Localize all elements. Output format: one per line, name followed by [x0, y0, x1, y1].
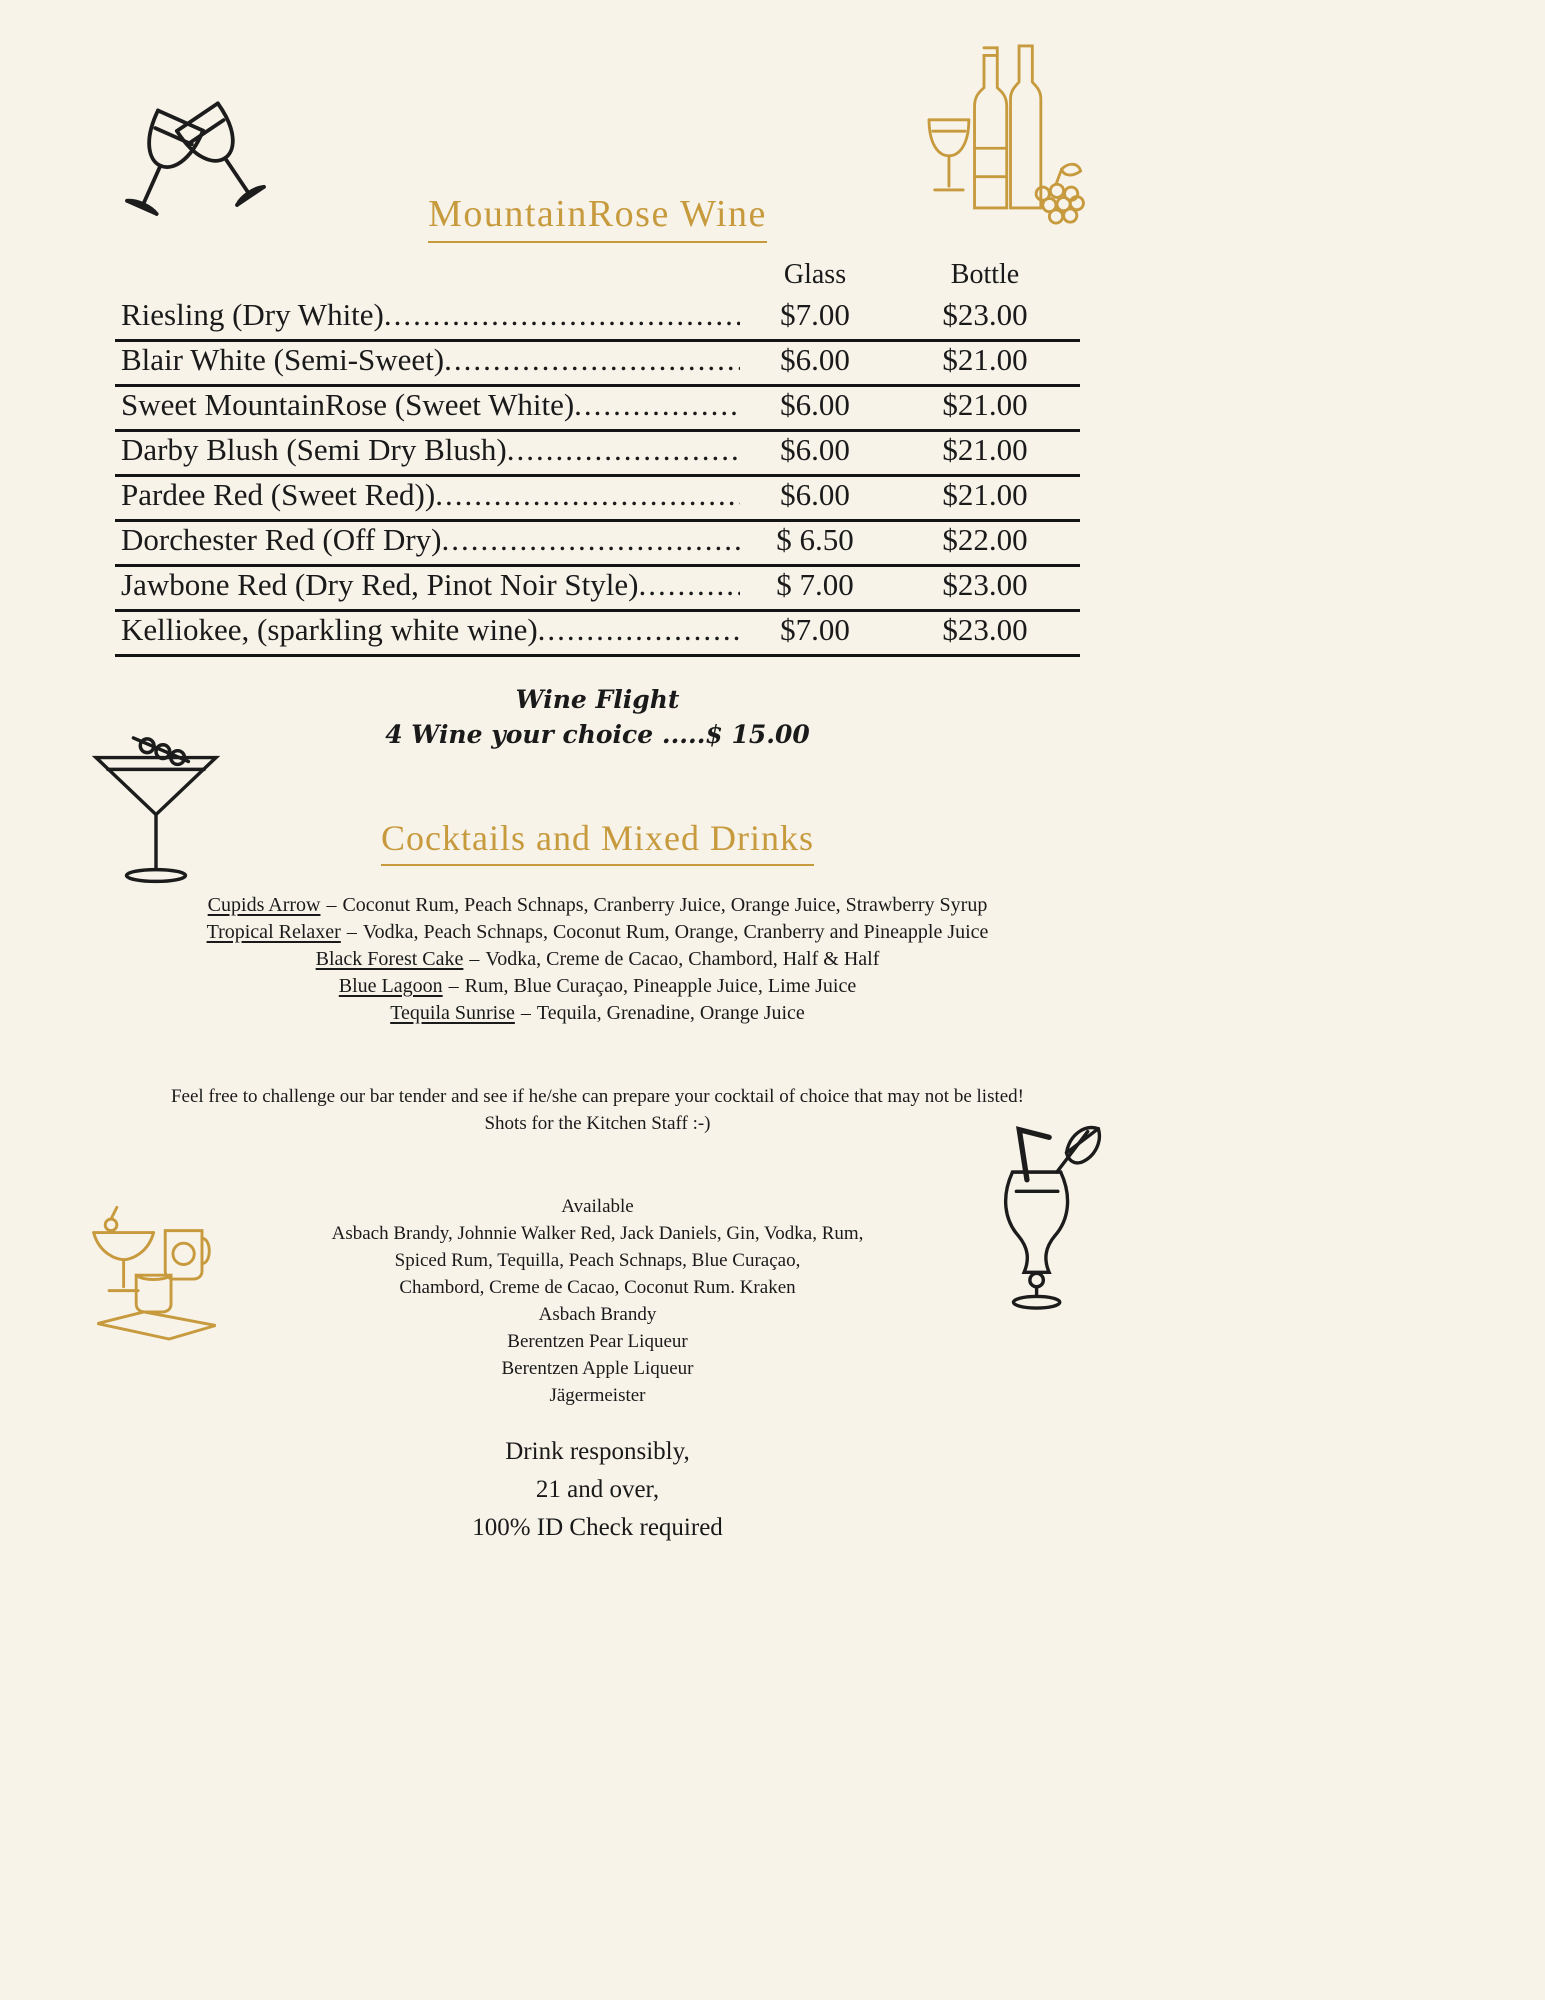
page-title: MountainRose Wine: [428, 192, 767, 243]
available-line: Asbach Brandy: [538, 1304, 657, 1325]
available-spirits-section: [115, 1193, 1080, 1409]
cocktail-ingredients: Vodka, Creme de Cacao, Chambord, Half & Half: [485, 948, 880, 970]
wine-bottle-price: $23.00: [942, 567, 1028, 602]
table-row: [115, 477, 1080, 522]
cocktail-separator: –: [448, 975, 459, 997]
wine-flight-section: [115, 683, 1080, 753]
wine-glass-price: $7.00: [780, 297, 850, 332]
cocktail-name: Black Forest Cake: [315, 948, 464, 970]
wine-price-table: [115, 259, 1080, 657]
wine-glass-price: $6.00: [780, 342, 850, 377]
dot-leader: [384, 297, 740, 333]
cocktail-name: Cupids Arrow: [207, 894, 321, 916]
wine-bottle-price: $21.00: [942, 432, 1028, 467]
wine-bottle-price: $23.00: [942, 612, 1028, 647]
wine-bottle-price: $23.00: [942, 297, 1028, 332]
table-row: [115, 432, 1080, 477]
wine-glass-price: $ 7.00: [776, 567, 854, 602]
available-title: Available: [561, 1196, 634, 1217]
cocktail-name: Tropical Relaxer: [206, 921, 341, 943]
wine-bottle-price: $21.00: [942, 387, 1028, 422]
footer-line: 21 and over,: [535, 1476, 660, 1503]
cocktail-name: Blue Lagoon: [338, 975, 443, 997]
dot-leader: [435, 477, 740, 513]
wine-name: Dorchester Red (Off Dry): [121, 522, 442, 557]
bottle-column-header: Bottle: [950, 259, 1020, 290]
footer-line: 100% ID Check required: [472, 1514, 723, 1541]
table-row: [115, 612, 1080, 657]
cocktail-list: [115, 892, 1080, 1027]
cocktail-separator: –: [520, 1002, 531, 1024]
wine-name: Blair White (Semi-Sweet): [121, 342, 445, 377]
wine-name: Pardee Red (Sweet Red)): [121, 477, 436, 512]
available-line: Berentzen Pear Liqueur: [507, 1331, 688, 1352]
dot-leader: [538, 612, 740, 648]
responsibility-notice: [115, 1433, 1080, 1547]
glass-column-header: Glass: [783, 259, 847, 290]
list-item: [115, 1000, 1080, 1027]
wine-bottle-price: $21.00: [942, 477, 1028, 512]
wine-name: Kelliokee, (sparkling white wine): [121, 612, 538, 647]
cocktail-ingredients: Rum, Blue Curaçao, Pineapple Juice, Lime Juice: [464, 975, 857, 997]
list-item: [115, 919, 1080, 946]
list-item: [115, 946, 1080, 973]
note-line: Shots for the Kitchen Staff :-): [484, 1113, 711, 1134]
footer-line: Drink responsibly,: [505, 1438, 690, 1465]
available-line: Berentzen Apple Liqueur: [501, 1358, 694, 1379]
cocktail-separator: –: [469, 948, 480, 970]
available-line: Asbach Brandy, Johnnie Walker Red, Jack Daniels, Gin, Vodka, Rum,: [331, 1223, 864, 1244]
cocktail-separator: –: [346, 921, 357, 943]
wine-name: Jawbone Red (Dry Red, Pinot Noir Style): [121, 567, 639, 602]
available-line: Jägermeister: [549, 1385, 646, 1406]
wine-table-header: [115, 259, 1080, 297]
wine-glass-price: $6.00: [780, 387, 850, 422]
wine-name: Sweet MountainRose (Sweet White): [121, 387, 575, 422]
table-row: [115, 567, 1080, 612]
dot-leader: [442, 522, 740, 558]
list-item: [115, 973, 1080, 1000]
list-item: [115, 892, 1080, 919]
wine-glass-price: $ 6.50: [776, 522, 854, 557]
table-row: [115, 522, 1080, 567]
menu-content: [115, 0, 1080, 1547]
wine-name: Riesling (Dry White): [121, 297, 384, 332]
wine-bottle-price: $22.00: [942, 522, 1028, 557]
wine-bottle-price: $21.00: [942, 342, 1028, 377]
wine-glass-price: $6.00: [780, 477, 850, 512]
table-row: [115, 297, 1080, 342]
available-line: Spiced Rum, Tequilla, Peach Schnaps, Blue Curaçao,: [394, 1250, 801, 1271]
table-row: [115, 387, 1080, 432]
dot-leader: [574, 387, 740, 423]
cocktail-separator: –: [326, 894, 337, 916]
bartender-note: [115, 1083, 1080, 1137]
available-line: Chambord, Creme de Cacao, Coconut Rum. Kraken: [399, 1277, 796, 1298]
note-line: Feel free to challenge our bar tender and see if he/she can prepare your cocktail of choice that may not be listed!: [170, 1086, 1025, 1107]
dot-leader: [638, 567, 740, 603]
cocktail-ingredients: Coconut Rum, Peach Schnaps, Cranberry Juice, Orange Juice, Strawberry Syrup: [342, 894, 988, 916]
dot-leader: [507, 432, 740, 468]
cocktails-section-title: Cocktails and Mixed Drinks: [381, 817, 814, 866]
table-row: [115, 342, 1080, 387]
cocktail-ingredients: Vodka, Peach Schnaps, Coconut Rum, Orange, Cranberry and Pineapple Juice: [362, 921, 989, 943]
wine-flight-title: Wine Flight: [515, 685, 680, 714]
dot-leader: [444, 342, 740, 378]
cocktail-ingredients: Tequila, Grenadine, Orange Juice: [536, 1002, 805, 1024]
wine-flight-offer: 4 Wine your choice .....$ 15.00: [385, 720, 810, 749]
wine-name: Darby Blush (Semi Dry Blush): [121, 432, 507, 467]
cocktail-name: Tequila Sunrise: [390, 1002, 515, 1024]
wine-glass-price: $7.00: [780, 612, 850, 647]
wine-glass-price: $6.00: [780, 432, 850, 467]
